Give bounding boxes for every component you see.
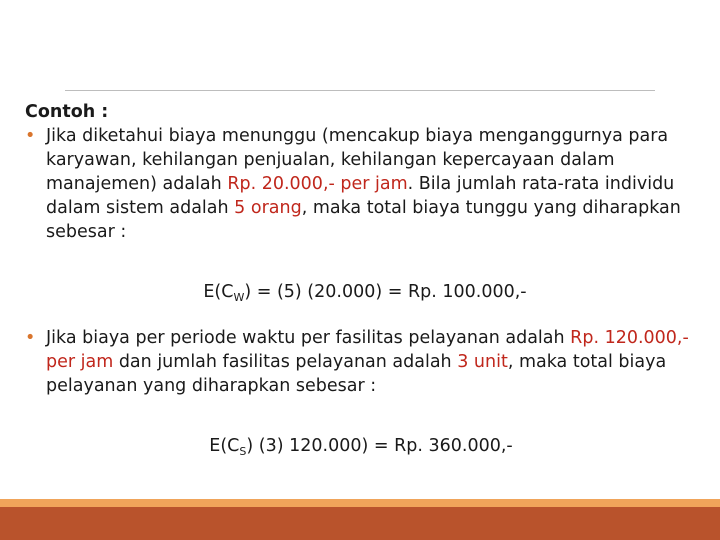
highlight-count: 3 unit <box>457 352 508 372</box>
bullet-text: , maka total biaya pelayanan yang diharapkan sebesar : <box>46 352 667 396</box>
bullet-item-waiting-cost <box>25 124 695 244</box>
slide-body <box>25 100 695 458</box>
highlight-count: 5 orang <box>234 198 302 218</box>
bullet-item-service-cost <box>25 326 695 398</box>
footer-accent-strip <box>0 499 720 507</box>
formula-subscript: W <box>233 291 245 304</box>
highlight-cost: Rp. 20.000,- per jam <box>227 174 408 194</box>
bullet-text: Jika biaya per periode waktu per fasilitas pelayanan adalah <box>46 328 571 348</box>
formula-waiting-cost: $E(C_W) = (5) (20.000) = Rp$. 100.000,- <box>203 282 527 304</box>
formula-subscript: S <box>239 445 247 458</box>
title-divider <box>65 90 655 91</box>
bullet-icon: • <box>25 328 36 348</box>
footer-bar <box>0 507 720 540</box>
heading: Contoh : <box>25 102 109 122</box>
bullet-text: Jika diketahui biaya menunggu (mencakup biaya menganggurnya para karyawan, kehilangan penjualan, kehilangan kepercayaan dalam manajemen) adalah <box>46 126 669 194</box>
formula-service-cost: $E(C_S)$ (3) 120.000) = Rp. 360.000,- <box>209 436 513 458</box>
bullet-icon: • <box>25 126 36 146</box>
bullet-text: , maka total biaya tunggu yang diharapkan sebesar : <box>46 198 681 242</box>
bullet-text: . Bila jumlah rata-rata individu dalam sistem adalah <box>46 174 675 218</box>
highlight-cost: Rp. 120.000,- per jam <box>46 328 689 372</box>
bullet-text: dan jumlah fasilitas pelayanan adalah <box>113 352 458 372</box>
